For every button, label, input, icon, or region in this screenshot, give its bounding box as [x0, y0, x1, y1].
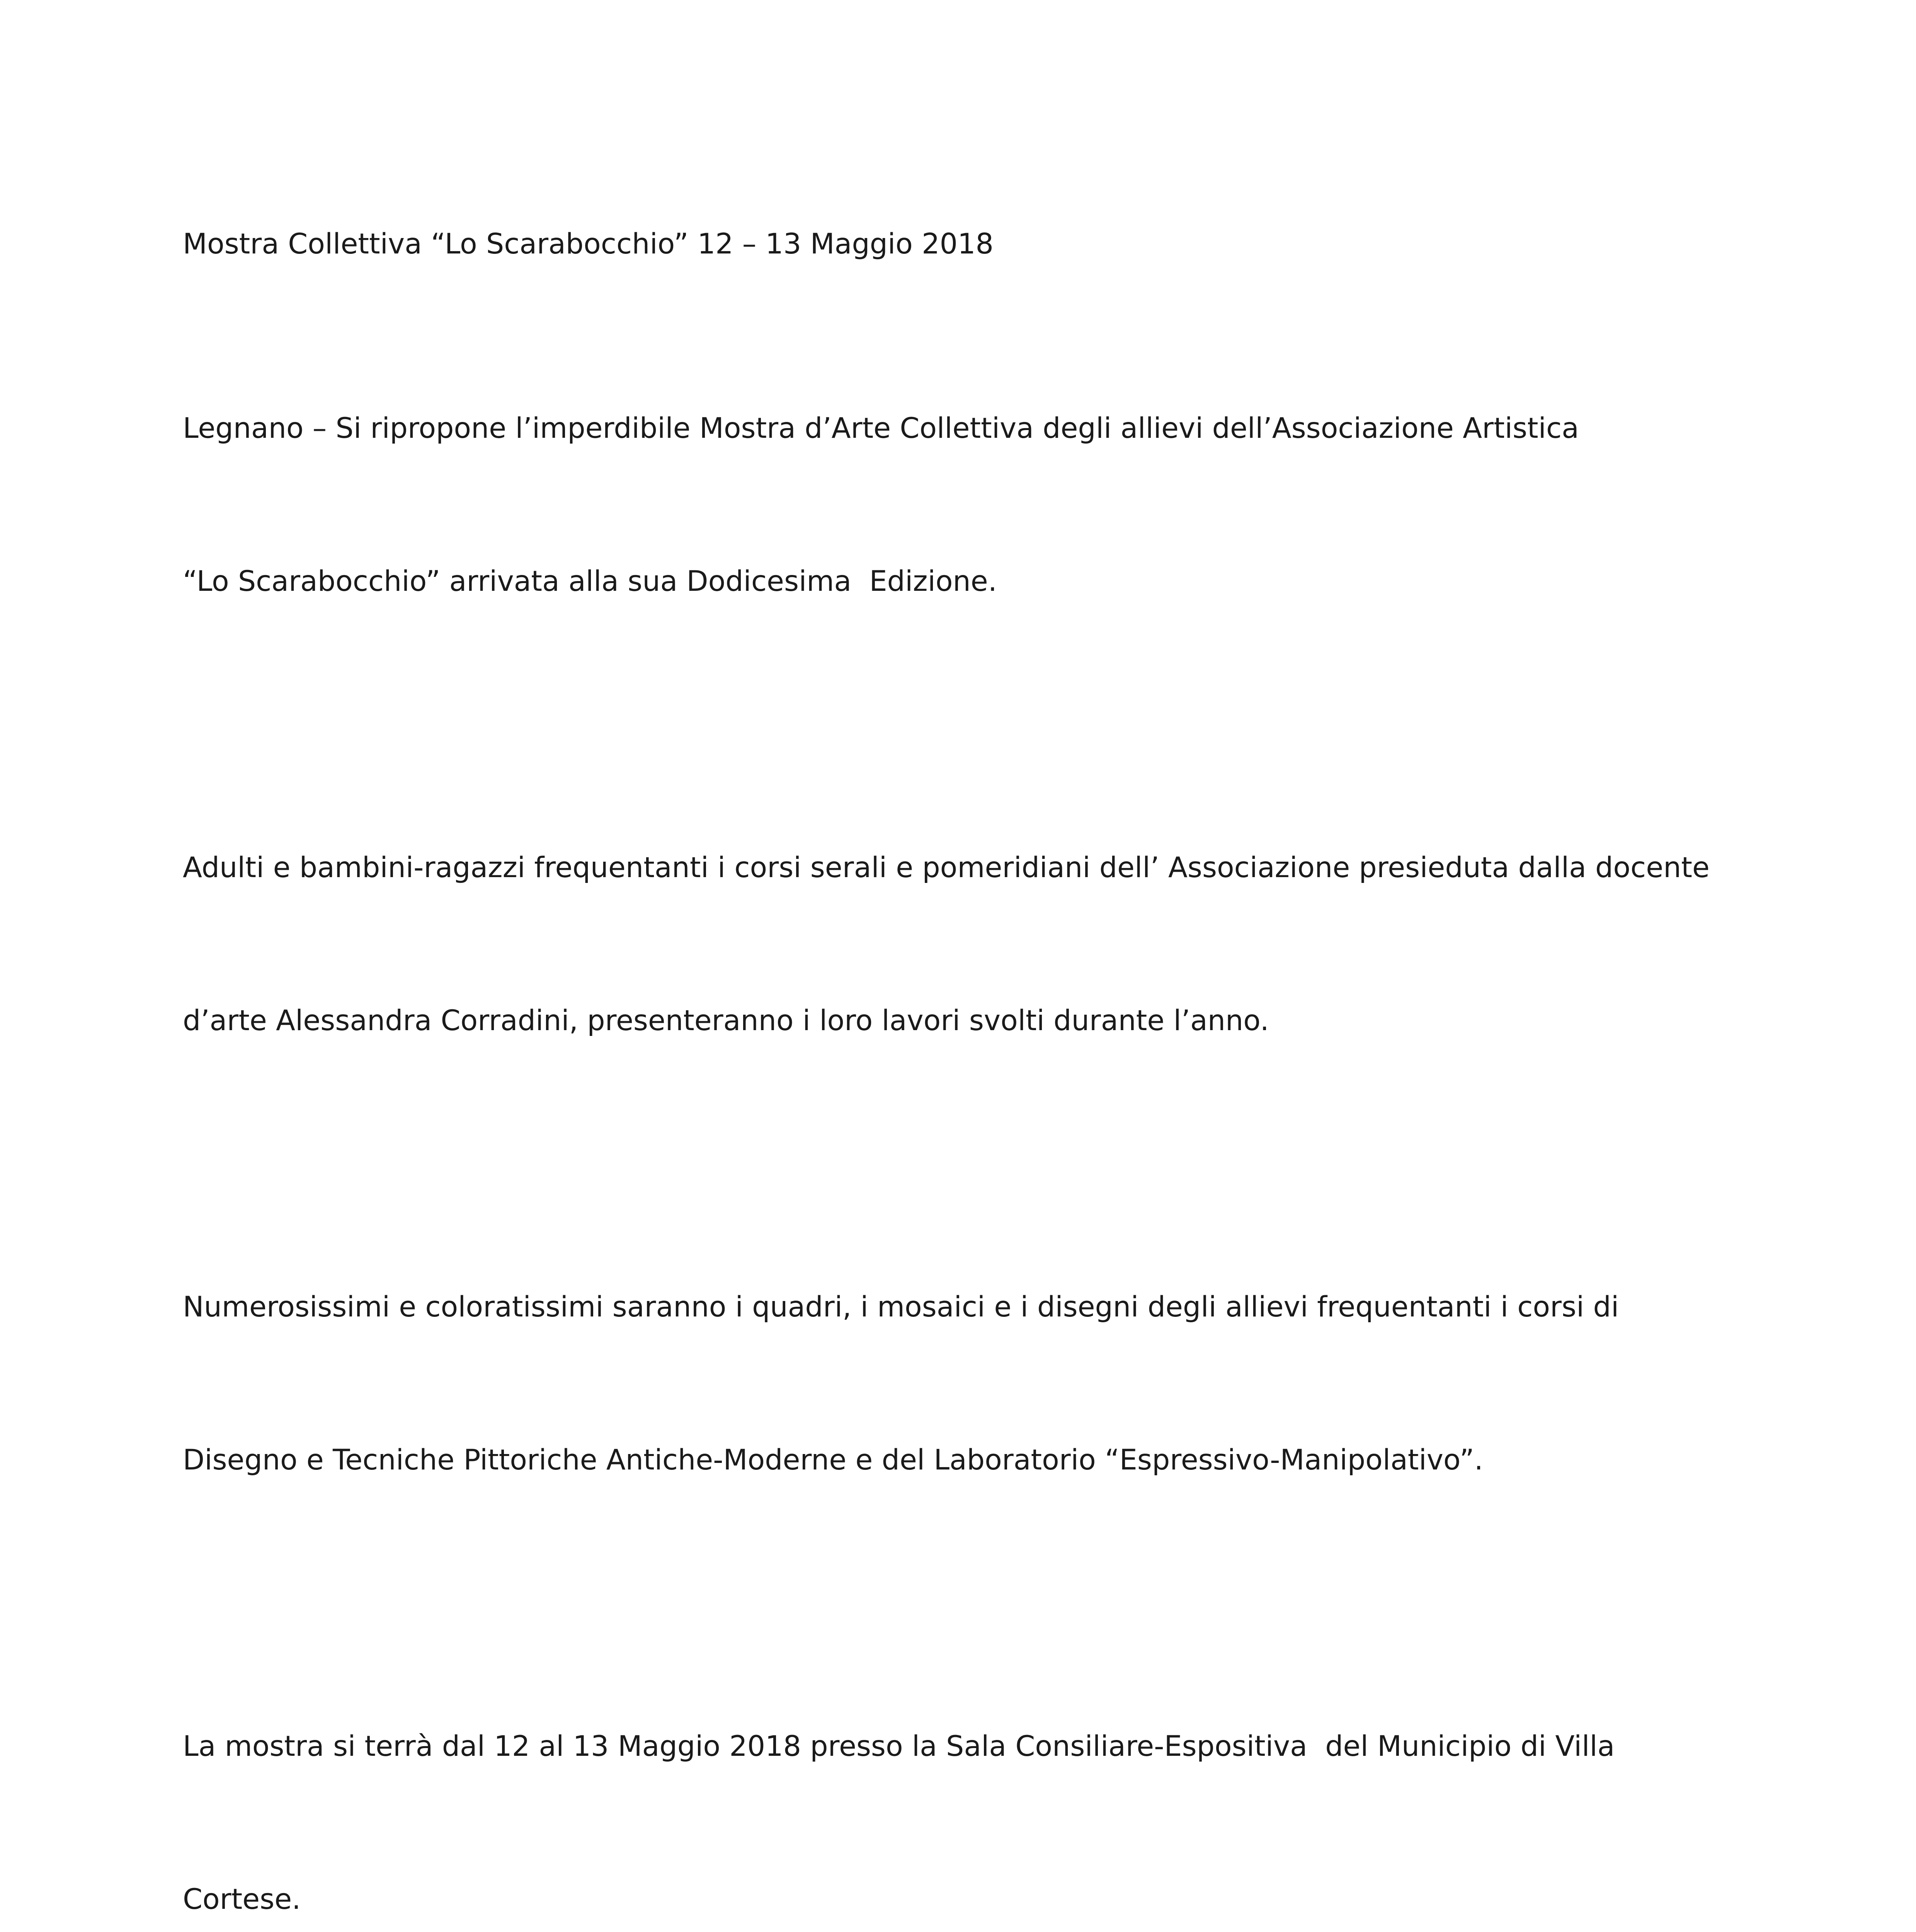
paragraph-participants: [183, 740, 1752, 1148]
document-title: Mostra Collettiva “Lo Scarabocchio” 12 – 13 Maggio 2018: [183, 228, 994, 260]
paragraph-line: Cortese.: [183, 1883, 301, 1916]
paragraph-line: La mostra si terrà dal 12 al 13 Maggio 2018 presso la Sala Consiliare-Espositiva del Municipio di Villa: [183, 1730, 1615, 1763]
paragraph-line: Adulti e bambini-ragazzi frequentanti i corsi serali e pomeridiani dell’ Associazione presieduta dalla docente: [183, 851, 1710, 884]
paragraph-line: “Lo Scarabocchio” arrivata alla sua Dodicesima Edizione.: [183, 565, 997, 598]
paragraph-works: [183, 1180, 1752, 1588]
paragraph-line: d’arte Alessandra Corradini, presenteranno i loro lavori svolti durante l’anno.: [183, 1004, 1269, 1037]
paragraph-intro: [183, 301, 1752, 709]
paragraph-line: Disegno e Tecniche Pittoriche Antiche-Moderne e del Laboratorio “Espressivo-Manipolativo”.: [183, 1444, 1483, 1476]
paragraph-line: Numerosissimi e coloratissimi saranno i quadri, i mosaici e i disegni degli allievi frequentanti i corsi di: [183, 1291, 1619, 1323]
paragraph-dates-venue: [183, 1619, 1752, 1932]
paragraph-line: Legnano – Si ripropone l’imperdibile Mostra d’Arte Collettiva degli allievi dell’Associazione Artistica: [183, 412, 1579, 445]
document-body: [183, 219, 1752, 1932]
